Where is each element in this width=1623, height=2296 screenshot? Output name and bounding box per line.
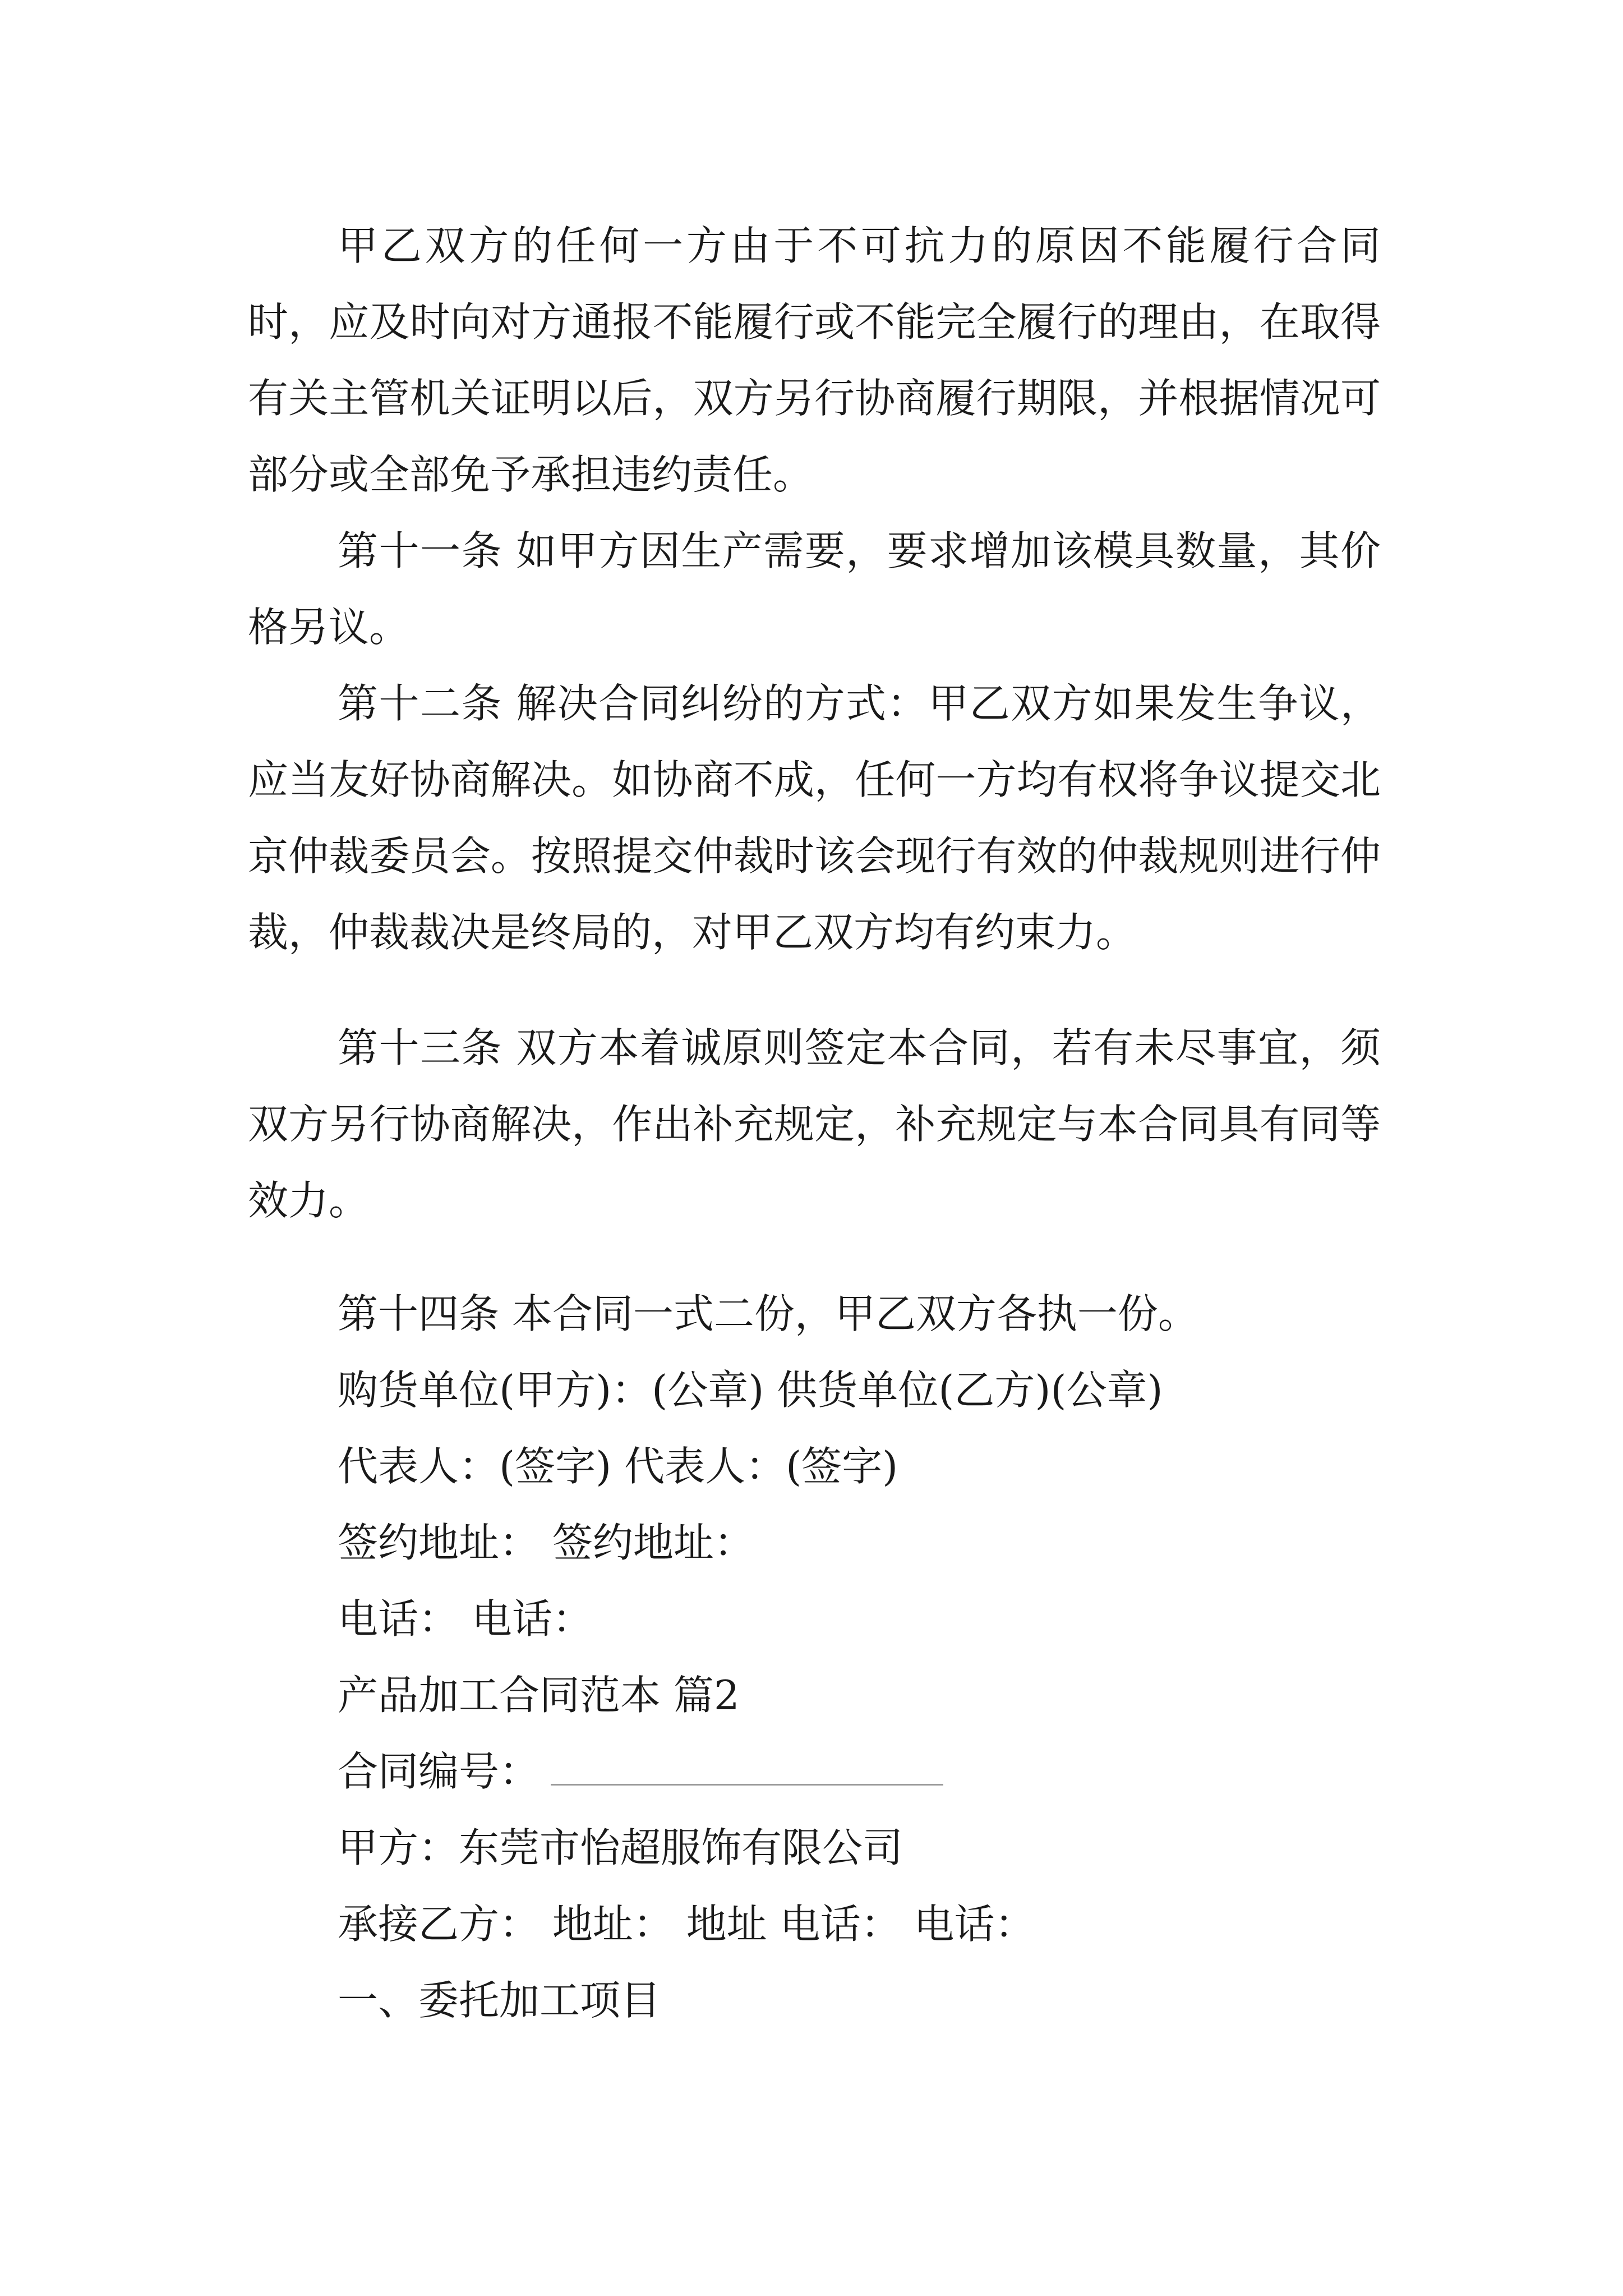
line-sign-address: 签约地址： 签约地址：	[338, 1519, 754, 1566]
section-title-2: 产品加工合同范本 篇2	[338, 1672, 740, 1719]
line-buyer-seller: 购货单位(甲方)：(公章) 供货单位(乙方)(公章)	[338, 1366, 1163, 1414]
paragraph-force-majeure: 甲乙双方的任何一方由于不可抗力的原因不能履行合同时，应及时向对方通报不能履行或不能完全履行的理由，在取得有关主管机关证明以后，双方另行协商履行期限，并根据情况可部分或全部免予承担违约责任。	[248, 222, 1381, 498]
line-party-b: 承接乙方： 地址： 地址 电话： 电话：	[338, 1901, 1035, 1948]
heading-section-1: 一、委托加工项目	[338, 1977, 661, 2024]
paragraph-article-13: 第十三条 双方本着诚原则签定本合同，若有未尽事宜，须双方另行协商解决，作出补充规定，补充规定与本合同具有同等效力。	[248, 1024, 1381, 1224]
contract-number-label: 合同编号：	[338, 1748, 540, 1795]
contract-number-blank	[551, 1782, 943, 1786]
line-representative: 代表人：(签字) 代表人：(签字)	[338, 1443, 898, 1490]
line-party-a: 甲方：东莞市怡超服饰有限公司	[338, 1824, 903, 1871]
paragraph-article-12: 第十二条 解决合同纠纷的方式：甲乙双方如果发生争议，应当友好协商解决。如协商不成，任何一方均有权将争议提交北京仲裁委员会。按照提交仲裁时该会现行有效的仲裁规则进行仲裁，仲裁裁决是终局的，对甲乙双方均有约束力。	[248, 680, 1381, 956]
line-article-14: 第十四条 本合同一式二份，甲乙双方各执一份。	[338, 1290, 1198, 1337]
paragraph-article-11: 第十一条 如甲方因生产需要，要求增加该模具数量，其价格另议。	[248, 527, 1381, 651]
line-phone: 电话： 电话：	[338, 1595, 593, 1642]
line-contract-number	[338, 1733, 943, 1810]
